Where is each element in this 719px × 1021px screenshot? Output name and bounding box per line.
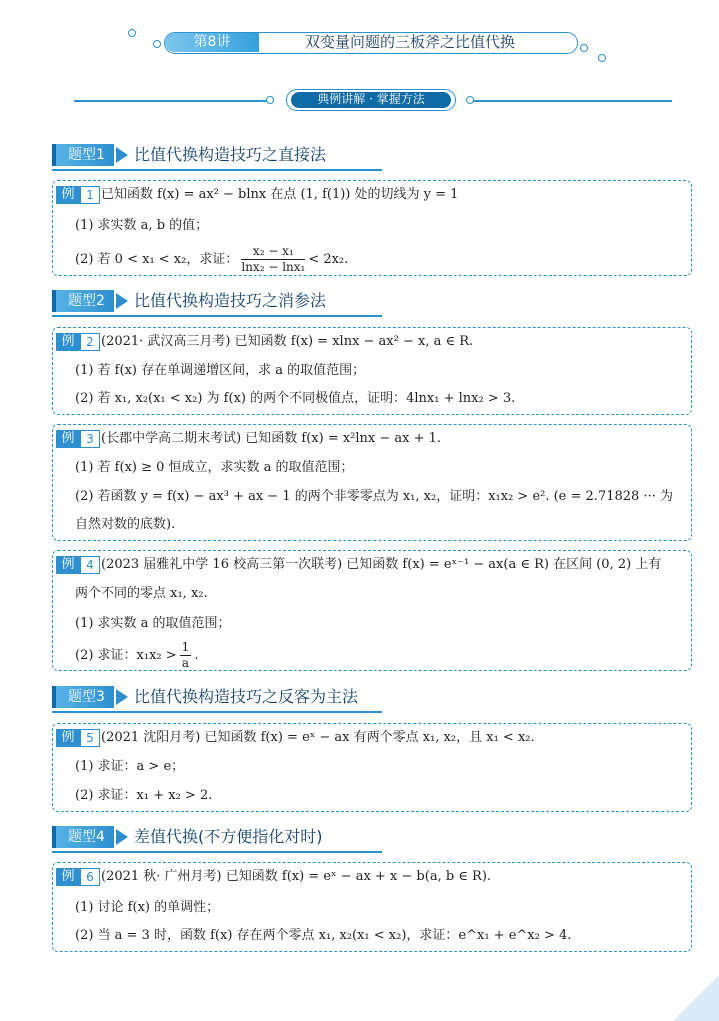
type-underline [52,711,382,713]
example-stem: 已知函数 f(x) = ax² − blnx 在点 (1, f(1)) 处的切线为 y = 1 [101,187,459,202]
fraction: $\frac{1}{a}$ [181,640,190,670]
play-arrow-icon [116,689,128,705]
question-1: (1) 若 f(x) 存在单调递增区间，求 a 的取值范围； [75,363,366,378]
divider-left [74,100,274,102]
question-2: (2) 求证：x₁ + x₂ > 2. [75,788,213,803]
example-box-2 [52,327,692,415]
type-underline [52,169,382,171]
example-stem: (长郡中学高二期末考试) 已知函数 f(x) = x²lnx − ax + 1. [101,431,442,446]
example-tag: 例 1 [56,186,100,204]
example-box-6 [52,862,692,952]
example-box-5 [52,723,692,812]
question-2: (2) 求证：x₁x₂ > $\frac{1}{a}$ . [75,640,199,670]
type-title: 比值代换构造技巧之消参法 [134,291,327,310]
decor-circle-icon [153,40,161,48]
divider-right [472,100,672,102]
type-title: 比值代换构造技巧之直接法 [134,145,327,164]
play-arrow-icon [116,147,128,163]
example-tag: 例 4 [56,556,100,574]
decor-circle-icon [128,29,136,37]
example-stem: (2021· 武汉高三月考) 已知函数 f(x) = xlnx − ax² − x, a ∈ R. [101,334,474,349]
lecture-title: 双变量问题的三板斧之比值代换 [305,33,516,51]
example-tag: 例 3 [56,430,100,448]
example-box-4 [52,550,692,671]
example-tag: 例 2 [56,333,100,351]
type-tag: 题型4 [52,826,114,848]
play-arrow-icon [116,829,128,845]
example-stem: (2021 沈阳月考) 已知函数 f(x) = eˣ − ax 有两个零点 x₁, x₂，且 x₁ < x₂. [101,730,535,745]
type-heading-3 [52,686,382,710]
lecture-title-banner [164,32,578,54]
question-2: (2) 若 0 < x₁ < x₂，求证： $\frac{\text{x₂ − x₁}}{\text{lnx₂ − lnx₁}}$ < 2x₂. [75,244,349,274]
decor-circle-icon [580,44,588,52]
decor-circle-icon [598,54,606,62]
question-2-continued: 自然对数的底数). [75,517,176,532]
section-heading [286,89,456,111]
type-tag: 题型1 [52,144,114,166]
section-heading-text: 典例讲解 · 掌握方法 [291,92,451,108]
type-tag: 题型2 [52,290,114,312]
example-stem-continued: 两个不同的零点 x₁, x₂. [75,586,208,601]
decor-circle-icon [266,96,274,104]
question-1: (1) 求实数 a 的取值范围； [75,616,231,631]
example-tag: 例 6 [56,868,100,886]
example-box-3 [52,424,692,541]
example-stem: (2021 秋· 广州月考) 已知函数 f(x) = eˣ − ax + x − b(a, b ∈ R). [101,869,492,884]
question-1: (1) 求实数 a, b 的值； [75,218,209,233]
question-1: (1) 若 f(x) ≥ 0 恒成立，求实数 a 的取值范围； [75,460,354,475]
lecture-number: 第8讲 [165,33,259,52]
question-1: (1) 讨论 f(x) 的单调性； [75,900,220,915]
question-2: (2) 若函数 y = f(x) − ax³ + ax − 1 的两个非零零点为 x₁, x₂，证明：x₁x₂ > e². (e = 2.71828 ··· 为 [75,489,673,504]
type-underline [52,315,382,317]
example-tag: 例 5 [56,729,100,747]
type-underline [52,851,382,853]
type-title: 比值代换构造技巧之反客为主法 [134,687,359,706]
page-corner-decoration [673,975,719,1021]
decor-circle-icon [466,96,474,104]
example-stem: (2023 届雅礼中学 16 校高三第一次联考) 已知函数 f(x) = eˣ⁻¹ − ax(a ∈ R) 在区间 (0, 2) 上有 [101,557,662,572]
type-title: 差值代换(不方便指化对时) [134,827,323,846]
page-header [0,0,719,80]
play-arrow-icon [116,293,128,309]
type-heading-2 [52,290,382,314]
question-1: (1) 求证：a > e； [75,759,185,774]
type-heading-1 [52,144,382,168]
question-2: (2) 当 a = 3 时，函数 f(x) 存在两个零点 x₁, x₂(x₁ < x₂)，求证：e^x₁ + e^x₂ > 4. [75,928,572,943]
fraction: $\frac{\text{x₂ − x₁}}{\text{lnx₂ − lnx₁}}$ [241,244,306,274]
example-box-1 [52,180,692,276]
type-heading-4 [52,826,382,850]
question-2: (2) 若 x₁, x₂(x₁ < x₂) 为 f(x) 的两个不同极值点，证明：4lnx₁ + lnx₂ > 3. [75,391,516,406]
type-tag: 题型3 [52,686,114,708]
